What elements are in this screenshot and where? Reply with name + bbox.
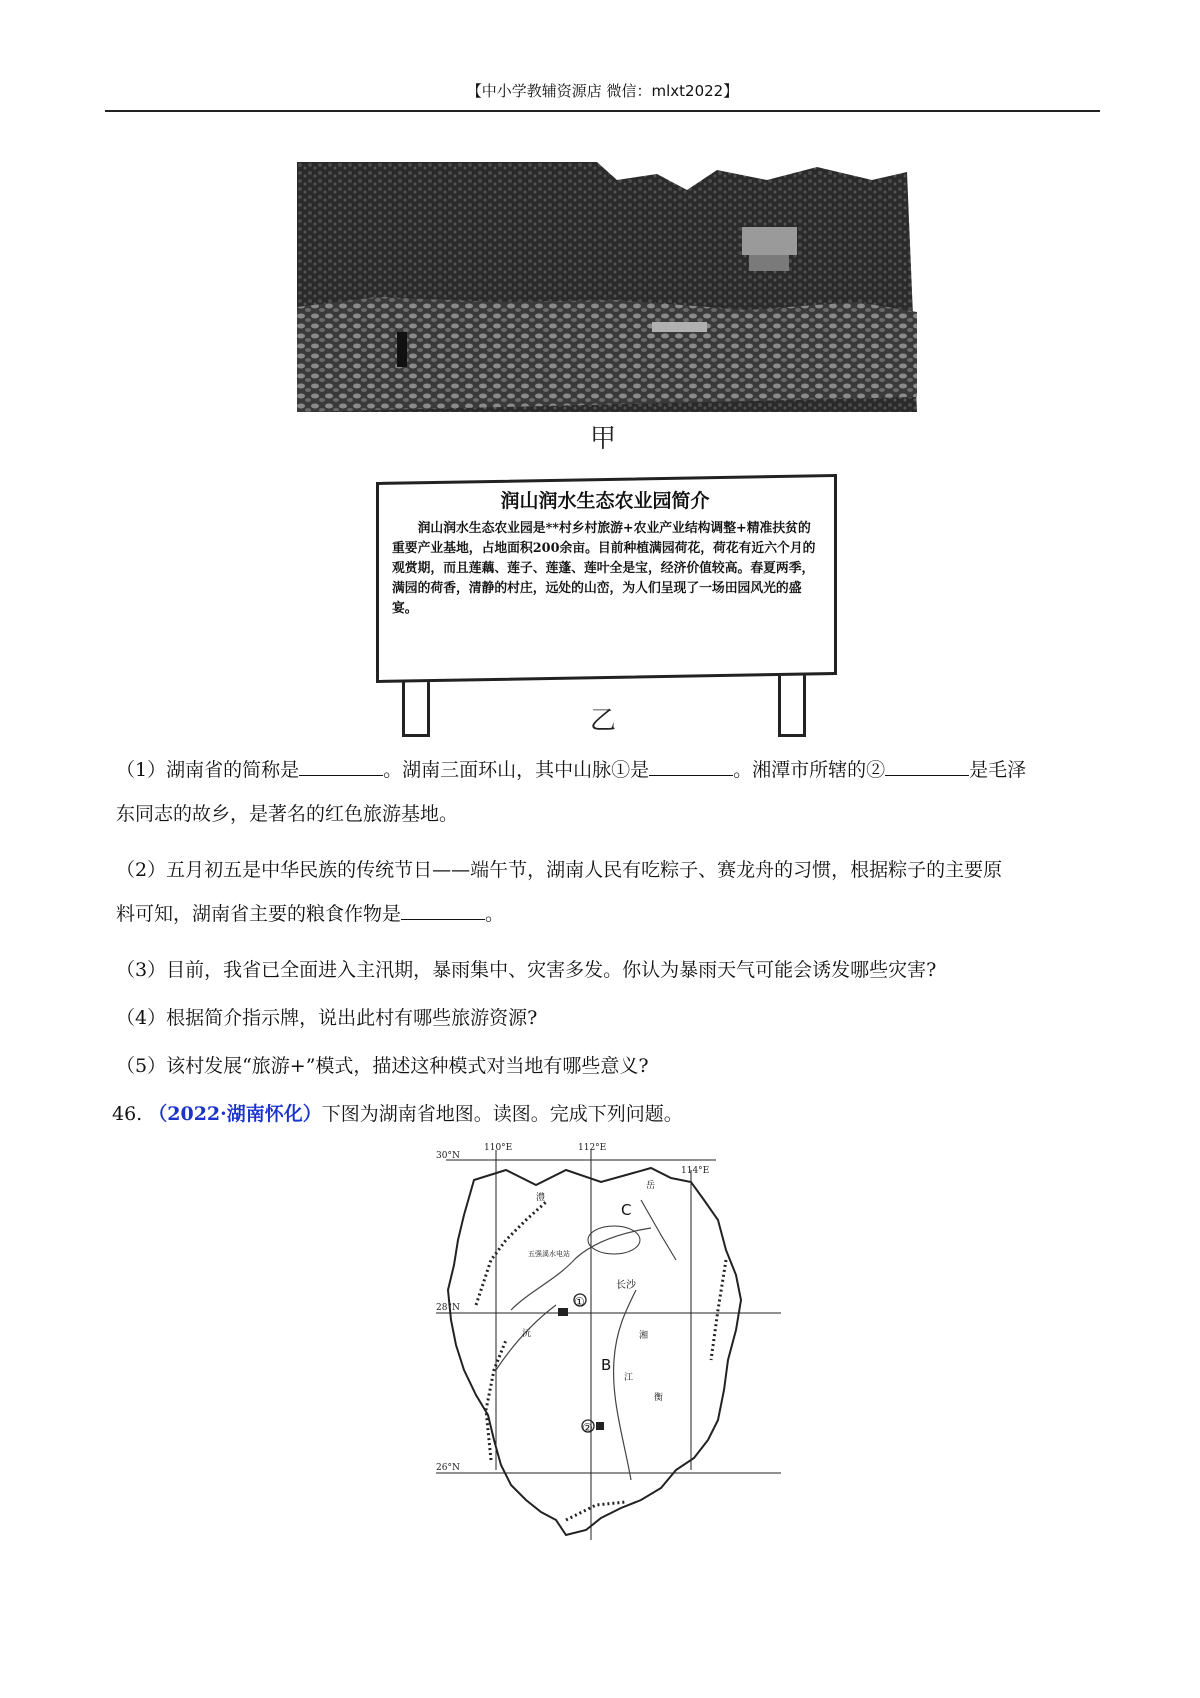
question-5: （5）该村发展“旅游+”模式，描述这种模式对当地有哪些意义? <box>116 1055 649 1077</box>
lon-label-114: 114°E <box>681 1166 710 1176</box>
place-wuqiangxi: 五强溪水电站 <box>528 1250 570 1258</box>
place-yuan: 沅 <box>522 1329 532 1339</box>
answer-blank <box>649 757 733 776</box>
sign-title: 润山润水生态农业园简介 <box>500 490 710 512</box>
sign-label: 乙 <box>590 706 617 736</box>
page-header: 【中小学教辅资源店 微信：mlxt2022】 <box>466 82 739 100</box>
question-number: 46. <box>112 1103 143 1125</box>
intro-sign <box>370 466 850 726</box>
question-1: （1）湖南省的简称是 。湖南三面环山，其中山脉①是 。湘潭市所辖的② 是毛泽 东同志的故乡，是著名的红色旅游基地。 <box>116 759 1027 825</box>
lat-label-30: 30°N <box>436 1151 460 1161</box>
answer-blank <box>401 901 485 920</box>
mark-1: ① <box>574 1295 585 1309</box>
place-li: 澧 <box>536 1193 546 1203</box>
region-letter-c: C <box>621 1201 632 1219</box>
lotus-field-photo <box>297 162 917 412</box>
answer-blank <box>299 757 383 776</box>
question-3: （3）目前，我省已全面进入主汛期，暴雨集中、灾害多发。你认为暴雨天气可能会诱发哪些灾害? <box>116 959 937 981</box>
question-46 <box>112 1092 1087 1136</box>
place-xiang: 湘 <box>639 1331 649 1341</box>
mark-2: ② <box>582 1421 593 1435</box>
lon-label-110: 110°E <box>484 1143 513 1153</box>
lat-label-28: 28°N <box>436 1303 460 1313</box>
lon-label-112: 112°E <box>578 1143 607 1153</box>
question-2: （2）五月初五是中华民族的传统节日——端午节，湖南人民有吃粽子、赛龙舟的习惯，根据粽子的主要原 料可知，湖南省主要的粮食作物是 。 <box>116 859 1003 925</box>
lat-label-26: 26°N <box>436 1463 460 1473</box>
sign-body: 润山润水生态农业园是**村乡村旅游+农业产业结构调整+精准扶贫的重要产业基地，占地面积200余亩。目前种植满园荷花，荷花有近六个月的观赏期，而且莲藕、莲子、莲蓬、莲叶全是宝，经济价值较高。春夏两季，满园的荷香，清静的村庄，远处的山峦，为人们呈现了一场田园风光的盛宴。 <box>392 521 816 616</box>
sign-leg-right <box>778 671 806 737</box>
place-yue: 岳 <box>646 1181 656 1191</box>
photo-label: 甲 <box>590 424 617 454</box>
region-letter-b: B <box>601 1356 612 1374</box>
question-text: 下图为湖南省地图。读图。完成下列问题。 <box>321 1103 683 1125</box>
hunan-map <box>436 1140 786 1560</box>
question-4: （4）根据简介指示牌，说出此村有哪些旅游资源? <box>116 1007 538 1029</box>
place-changsha: 长沙 <box>616 1280 636 1291</box>
place-heng: 衡 <box>654 1393 664 1403</box>
header-rule <box>105 110 1100 112</box>
answer-blank <box>885 757 969 776</box>
question-source: （2022·湖南怀化） <box>148 1103 322 1125</box>
place-jiang: 江 <box>624 1373 634 1383</box>
